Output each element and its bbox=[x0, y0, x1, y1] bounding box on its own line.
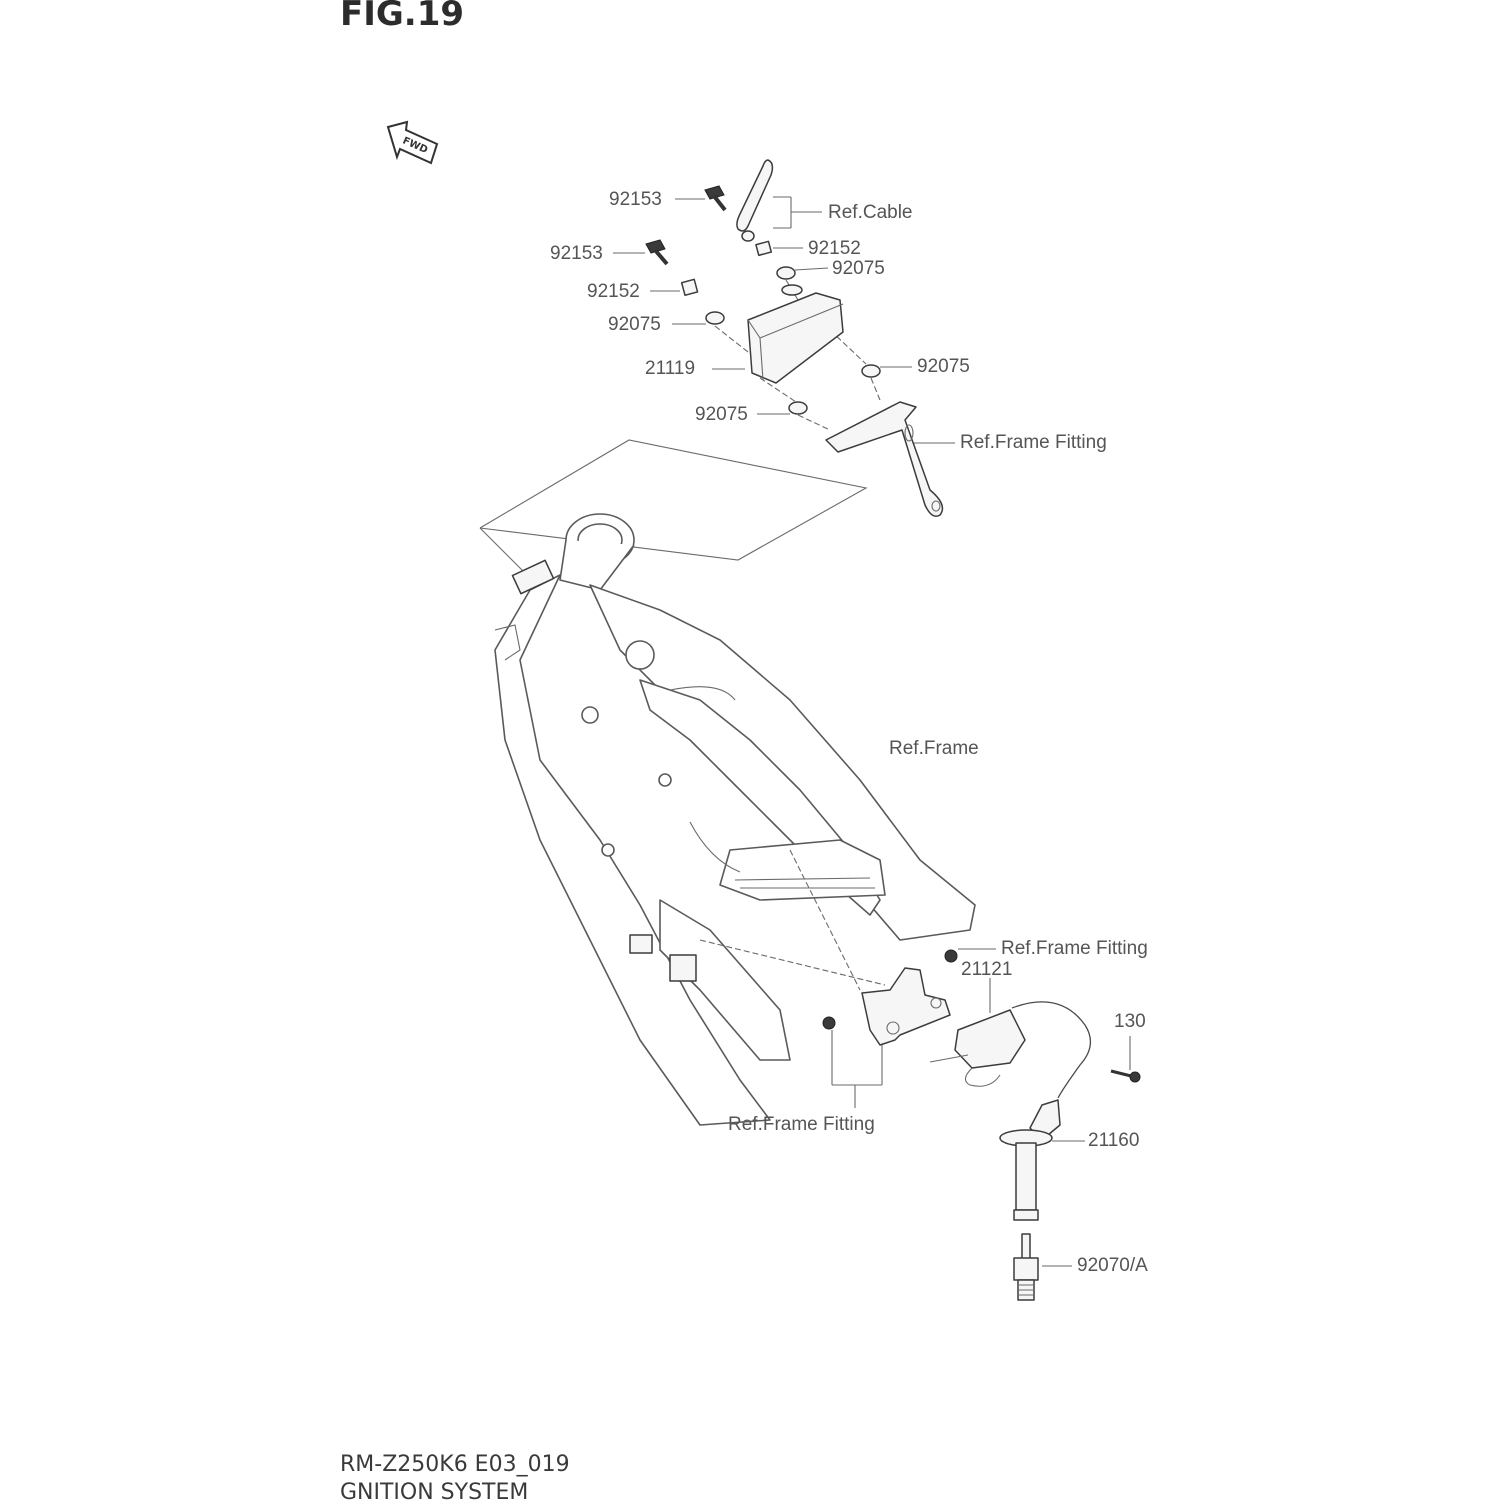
figure-title: FIG.19 bbox=[340, 0, 465, 34]
callout-92153[interactable]: 92153 bbox=[550, 243, 603, 264]
detail-leader-box bbox=[480, 440, 866, 560]
fwd-label: FWD bbox=[400, 135, 430, 157]
grommet-icon bbox=[706, 312, 724, 324]
spark-plug-cap-icon bbox=[1000, 1100, 1060, 1220]
collar-icon bbox=[756, 241, 771, 255]
bolt-icon bbox=[646, 240, 667, 264]
grommet-icon bbox=[777, 267, 795, 279]
callout-130[interactable]: 130 bbox=[1114, 1011, 1146, 1032]
callout-21119[interactable]: 21119 bbox=[645, 358, 696, 379]
grommet-icon bbox=[862, 365, 880, 377]
footer-system-name: GNITION SYSTEM bbox=[340, 1480, 529, 1505]
cdi-unit-icon bbox=[748, 285, 843, 383]
callout-21121[interactable]: 21121 bbox=[961, 959, 1013, 980]
callout-ref-frame-fitting[interactable]: Ref.Frame Fitting bbox=[728, 1114, 875, 1135]
callout-92075[interactable]: 92075 bbox=[917, 356, 970, 377]
callout-92152[interactable]: 92152 bbox=[587, 281, 640, 302]
callout-92153[interactable]: 92153 bbox=[609, 189, 662, 210]
callout-92075[interactable]: 92075 bbox=[832, 258, 885, 279]
callout-ref-cable[interactable]: Ref.Cable bbox=[828, 202, 913, 223]
callout-92070a[interactable]: 92070/A bbox=[1077, 1256, 1148, 1275]
footer-model-code: RM-Z250K6 E03_019 bbox=[340, 1452, 570, 1477]
frame-fitting-upper bbox=[826, 402, 942, 516]
spark-plug-icon bbox=[1014, 1234, 1038, 1300]
bolt-icon bbox=[705, 186, 725, 210]
callout-ref-frame-fitting[interactable]: Ref.Frame Fitting bbox=[1001, 939, 1148, 958]
fwd-arrow-icon bbox=[388, 122, 437, 163]
grommet-icon bbox=[789, 402, 807, 414]
callout-21160[interactable]: 21160 bbox=[1088, 1130, 1140, 1151]
callout-ref-frame[interactable]: Ref.Frame bbox=[889, 738, 979, 759]
callout-ref-frame-fitting[interactable]: Ref.Frame Fitting bbox=[960, 432, 1107, 453]
callout-92075[interactable]: 92075 bbox=[608, 314, 661, 335]
callout-92152[interactable]: 92152 bbox=[808, 238, 861, 259]
cable-tie-icon bbox=[737, 160, 822, 241]
collar-icon bbox=[682, 279, 698, 295]
callout-92075[interactable]: 92075 bbox=[695, 404, 748, 425]
